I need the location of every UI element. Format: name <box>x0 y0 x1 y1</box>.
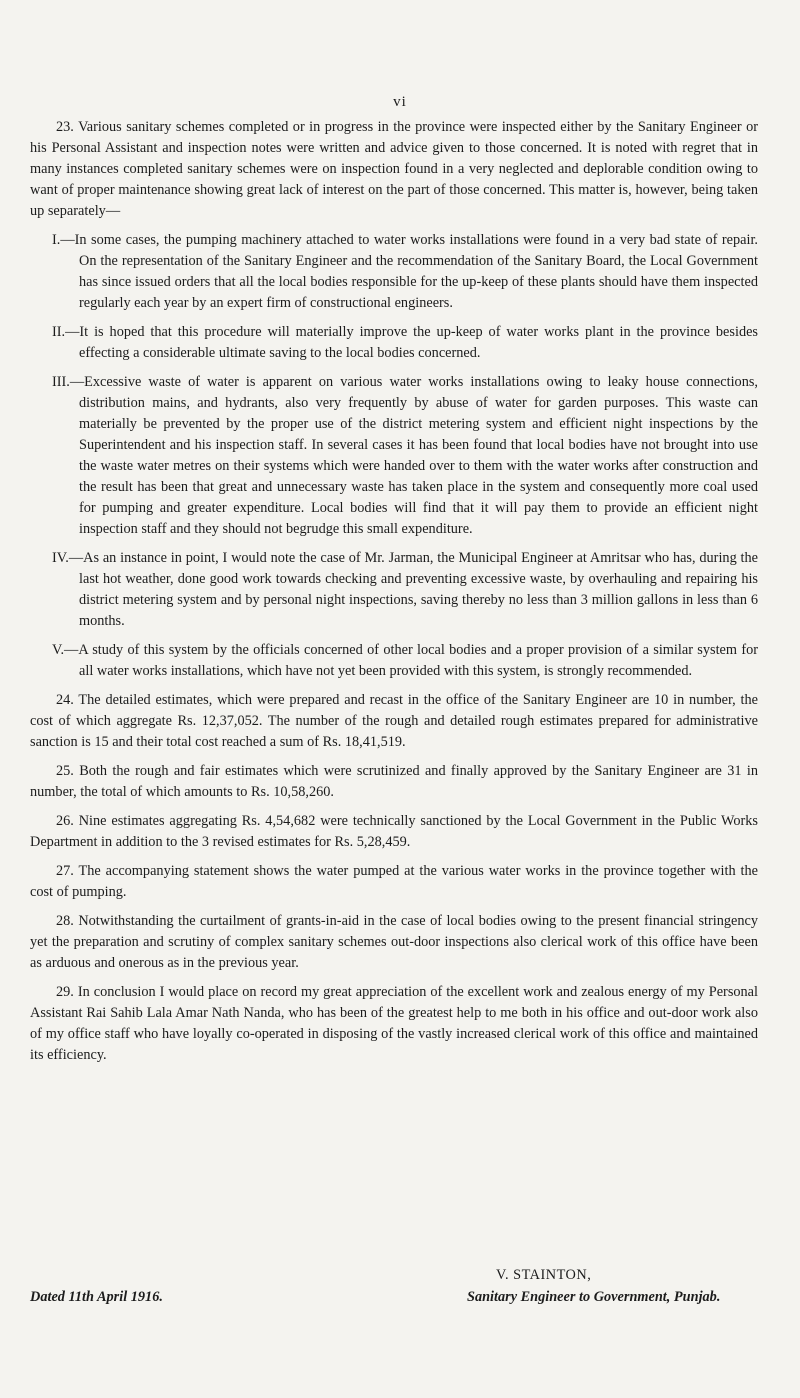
date-line: Dated 11th April 1916. <box>30 1289 163 1305</box>
list-item-i <box>52 230 758 314</box>
page-number: vi <box>393 94 407 110</box>
signatory-name: V. STAINTON, <box>496 1267 592 1283</box>
item-text: Excessive waste of water is apparent on various water works installations owing to leaky house connections, distribution mains, and hydrants, also very frequently by abuse of water for garden purposes. This waste can materially be prevented by the proper use of the district metering system and efficient night inspections by the Superintendent and his inspection staff. In several cases it has been found that local bodies have not brought into use the waste water metres on their systems which were handed over to them with the water works after construction and the result has been that great and unnecessary waste has taken place in the system and consequently more coal used for pumping and greater expenditure. Local bodies will find that it will pay them to provide an efficient night inspection staff and they should not begrudge this small expenditure. <box>79 374 758 537</box>
list-item-iii <box>52 372 758 540</box>
item-text: As an instance in point, I would note the case of Mr. Jarman, the Municipal Engineer at Amritsar who has, during the last hot weather, done good work towards checking and preventing excessive waste, by overhauling and repairing his district metering system and by personal night inspections, saving thereby no less than 3 million gallons in less than 6 months. <box>79 550 758 629</box>
paragraph-28: 28. Notwithstanding the curtailment of grants-in-aid in the case of local bodies owing to the present financial stringency yet the preparation and scrutiny of complex sanitary schemes out-door inspections also clerical work of this office have been as arduous and onerous as in the previous year. <box>30 913 758 971</box>
paragraph-25: 25. Both the rough and fair estimates which were scrutinized and finally approved by the Sanitary Engineer are 31 in number, the total of which amounts to Rs. 10,58,260. <box>30 763 758 800</box>
item-number: IV.— <box>52 550 84 566</box>
item-number: II.— <box>52 324 80 340</box>
body-text <box>30 117 758 1066</box>
paragraph-27: 27. The accompanying statement shows the water pumped at the various water works in the province together with the cost of pumping. <box>30 863 758 900</box>
paragraph-23: 23. Various sanitary schemes completed or in progress in the province were inspected either by the Sanitary Engineer or his Personal Assistant and inspection notes were written and advice given to those concerned. It is noted with regret that in many instances completed sanitary schemes were on inspection found in a very neglected and deplorable condition owing to want of proper maintenance showing great lack of interest on the part of those concerned. This matter is, however, being taken up separately— <box>30 119 758 219</box>
signatory-designation: Sanitary Engineer to Government, Punjab. <box>467 1289 721 1305</box>
item-text: In some cases, the pumping machinery attached to water works installations were found in a very bad state of repair. On the representation of the Sanitary Engineer and the recommendation of the Sanitary Board, the Local Government has since issued orders that all the local bodies responsible for the up-keep of these plants should have them inspected regularly each year by an expert firm of constructional engineers. <box>74 232 758 311</box>
item-number: I.— <box>52 232 75 248</box>
list-item-iv <box>52 548 758 632</box>
item-text: A study of this system by the officials concerned of other local bodies and a proper provision of a similar system for all water works installations, which have not yet been provided with this system, is strongly recommended. <box>78 642 758 679</box>
item-text: It is hoped that this procedure will materially improve the up-keep of water works plant in the province besides effecting a considerable ultimate saving to the local bodies concerned. <box>79 324 758 361</box>
paragraph-26: 26. Nine estimates aggregating Rs. 4,54,682 were technically sanctioned by the Local Government in the Public Works Department in addition to the 3 revised estimates for Rs. 5,28,459. <box>30 813 758 850</box>
item-number: V.— <box>52 642 79 658</box>
paragraph-24: 24. The detailed estimates, which were prepared and recast in the office of the Sanitary Engineer are 10 in number, the cost of which aggregate Rs. 12,37,052. The number of the rough and detailed rough estimates prepared for administrative sanction is 15 and their total cost reached a sum of Rs. 18,41,519. <box>30 692 758 750</box>
paragraph-29: 29. In conclusion I would place on record my great appreciation of the excellent work and zealous energy of my Personal Assistant Rai Sahib Lala Amar Nath Nanda, who has been of the greatest help to me both in his office and out-door work also of my office staff who have loyally co-operated in disposing of the vastly increased clerical work of this office and maintained its efficiency. <box>30 984 758 1063</box>
list-item-ii <box>52 322 758 364</box>
list-item-v <box>52 640 758 682</box>
item-number: III.— <box>52 374 85 390</box>
